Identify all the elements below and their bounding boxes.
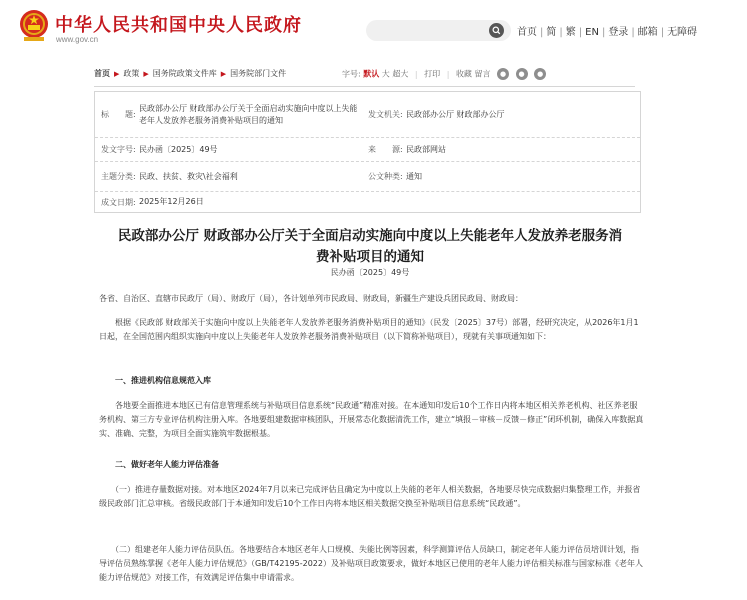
salutation: 各省、自治区、直辖市民政厅（局）、财政厅（局），各计划单列市民政局、财政局，新疆生产建设兵团民政局、财政局：: [99, 294, 523, 303]
site-url: www.gov.cn: [56, 35, 99, 44]
nav-email[interactable]: 邮箱: [637, 27, 658, 38]
document-title: [100, 226, 640, 268]
nav-home[interactable]: 首页: [517, 27, 537, 38]
breadcrumb-state-council-library[interactable]: 国务院政策文件库: [152, 69, 217, 78]
page-tools: 字号: 默认 大 超大 | 打印 | 收藏 留言 ● ● ●: [342, 68, 546, 80]
info-value-issuer: 民政部办公厅 财政部办公厅: [406, 110, 505, 119]
info-label-source: 来 源:: [368, 145, 403, 154]
paragraph-1: 各地要全面推进本地区已有信息管理系统与补贴项目信息系统“民政通”精准对接。在本通知印发后10个工作日内将本地区相关养老机构、社区养老服务机构、第三方专业评估机构注册入库。各地要组建数据审核团队，开展常态化数据清洗工作，建立“填报－审核－反馈－修正”闭环机制，确保入库数据真实、准确、完整，为项目全面实施筑牢数据根基。: [99, 401, 644, 438]
share-wechat-icon[interactable]: ●: [497, 68, 509, 80]
nav-accessibility[interactable]: 无障碍: [667, 27, 698, 38]
info-label-doc-no: 发文字号:: [101, 145, 136, 154]
share-weibo-icon[interactable]: ●: [516, 68, 528, 80]
nav-traditional[interactable]: 繁: [565, 27, 576, 38]
paragraph-intro: 根据《民政部 财政部关于实施向中度以上失能老年人发放养老服务消费补贴项目的通知》（民发〔2025〕37号）部署，经研究决定，从2026年1月1日起，在全国范围内组织实施向中度以上失能老年人发放养老服务消费补贴项目（以下简称补贴项目），现就有关事项通知如下：: [99, 318, 639, 341]
info-row: [95, 92, 640, 138]
favorite-button[interactable]: 收藏: [455, 69, 472, 79]
breadcrumb-policy[interactable]: 政策: [123, 69, 140, 78]
document-title-line-2: 费补贴项目的通知: [316, 249, 424, 265]
national-emblem-icon[interactable]: [18, 9, 50, 43]
share-qzone-icon[interactable]: ●: [534, 68, 546, 80]
info-value-topic: 民政、扶贫、救灾\社会福利: [139, 171, 238, 181]
info-label-date: 成文日期:: [101, 197, 136, 207]
print-button[interactable]: 打印: [424, 69, 441, 79]
search-input[interactable]: [366, 20, 511, 41]
nav-simplified[interactable]: 简: [546, 27, 557, 38]
info-value-doc-no: 民办函〔2025〕49号: [139, 144, 218, 154]
info-value-genre: 通知: [406, 172, 422, 181]
document-number: 民办函〔2025〕49号: [330, 268, 410, 277]
top-nav: 首页 | 简 | 繁 | EN | 登录 | 邮箱 | 无障碍: [517, 27, 698, 38]
paragraph-3: （二）组建老年人能力评估员队伍。各地要结合本地区老年人口规模、失能比例等因素，科学测算评估人员缺口，制定老年人能力评估员培训计划，指导评估员熟练掌握《老年人能力评估规范》（GB/T42195-2022）及补贴项目政策要求，做好本地区已使用的老年人能力评估相关标准与国家标准《老年人能力评估规范》对接工作，有效满足评估集中申请需求。: [99, 545, 643, 582]
info-label-issuer: 发文机关:: [368, 110, 403, 119]
section-heading-2: 二、做好老年人能力评估准备: [99, 460, 219, 469]
font-size-large[interactable]: 大: [381, 69, 390, 79]
section-heading-1: 一、推进机构信息规范入库: [99, 376, 211, 385]
document-title-line-1: 民政部办公厅 财政部办公厅关于全面启动实施向中度以上失能老年人发放养老服务消: [117, 228, 623, 244]
info-row: [95, 162, 640, 192]
paragraph-2: （一）推进存量数据对接。对本地区2024年7月以来已完成评估且确定为中度以上失能的老年人相关数据，各地要尽快完成数据归集整理工作，并报省级民政部门汇总审核。省级民政部门于本通知印发后10个工作日内将本地区相关数据交换至补贴项目信息系统“民政通”。: [99, 485, 641, 508]
info-value-date: 2025年12月26日: [139, 197, 204, 206]
divider: [94, 86, 635, 87]
breadcrumb-department-files[interactable]: 国务院部门文件: [230, 69, 287, 78]
site-title[interactable]: 中华人民共和国中央人民政府: [55, 15, 302, 36]
font-size-default[interactable]: 默认: [363, 69, 380, 79]
info-row: [95, 192, 640, 212]
info-label-title: 标 题:: [101, 110, 136, 119]
breadcrumb: 首页 ▶ 政策 ▶ 国务院政策文件库 ▶ 国务院部门文件 字号: 默认 大 超大 | 打印 | 收藏 留言 ● ● ●: [94, 68, 635, 86]
info-label-topic: 主题分类:: [101, 172, 136, 181]
top-header: [0, 0, 747, 52]
nav-login[interactable]: 登录: [608, 27, 629, 38]
font-size-xlarge[interactable]: 超大: [392, 69, 409, 79]
nav-english[interactable]: EN: [585, 27, 599, 38]
breadcrumb-home[interactable]: 首页: [94, 69, 110, 78]
search-icon[interactable]: [489, 23, 504, 38]
document-info-table: [94, 91, 641, 213]
info-label-genre: 公文种类:: [368, 172, 403, 181]
info-value-source: 民政部网站: [406, 145, 446, 154]
info-value-title: 民政部办公厅 财政部办公厅关于全面启动实施向中度以上失能老年人发放养老服务消费补贴项目的通知: [139, 103, 358, 125]
info-row: [95, 138, 640, 162]
bookmark-button[interactable]: 留言: [474, 69, 491, 79]
font-size-label: 字号:: [342, 69, 361, 79]
